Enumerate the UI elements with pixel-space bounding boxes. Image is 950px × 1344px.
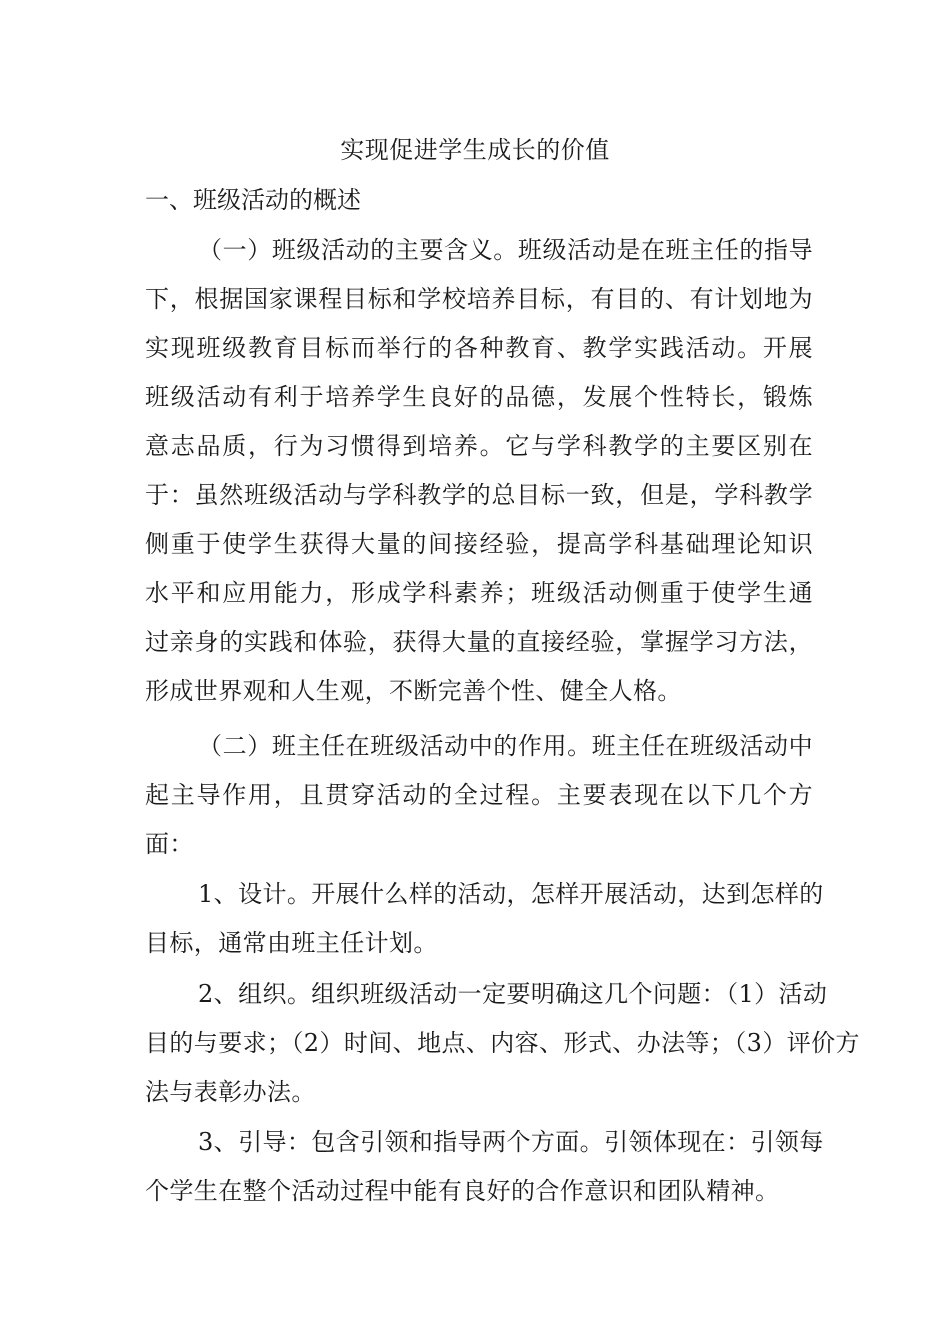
paragraph-line: 班级活动有利于培养学生良好的品德，发展个性特长，锻炼 [145,383,813,411]
paragraph-line: 法与表彰办法。 [145,1078,316,1106]
paragraph-line: 形成世界观和人生观，不断完善个性、健全人格。 [145,677,682,705]
paragraph-line: 起主导作用，且贯穿活动的全过程。主要表现在以下几个方 [145,781,813,809]
paragraph-line: 水平和应用能力，形成学科素养；班级活动侧重于使学生通 [145,579,813,607]
paragraph-line: 2、组织。组织班级活动一定要明确这几个问题：（1）活动 [198,980,828,1008]
paragraph-line: 个学生在整个活动过程中能有良好的合作意识和团队精神。 [145,1177,780,1205]
paragraph-line: 实现班级教育目标而举行的各种教育、教学实践活动。开展 [145,334,813,362]
paragraph-line: 面： [145,830,194,858]
paragraph-line: （二）班主任在班级活动中的作用。班主任在班级活动中 [198,732,813,760]
paragraph-line: 于：虽然班级活动与学科教学的总目标一致，但是，学科教学 [145,481,813,509]
paragraph-line: 目的与要求；（2）时间、地点、内容、形式、办法等；（3）评价方 [145,1029,860,1057]
paragraph-guide [145,1118,824,1216]
paragraph-line: 1、设计。开展什么样的活动，怎样开展活动，达到怎样的 [198,880,824,908]
paragraph-line: 目标，通常由班主任计划。 [145,929,438,957]
paragraph-line: （一）班级活动的主要含义。班级活动是在班主任的指导 [198,236,813,264]
section-heading: 一、班级活动的概述 [145,186,361,214]
document-title: 实现促进学生成长的价值 [340,136,610,164]
paragraph-line: 3、引导：包含引领和指导两个方面。引领体现在：引领每 [198,1128,824,1156]
paragraph-line: 下，根据国家课程目标和学校培养目标，有目的、有计划地为 [145,285,813,313]
paragraph-organize [145,970,860,1117]
paragraph-design [145,870,824,968]
paragraph-line: 过亲身的实践和体验，获得大量的直接经验，掌握学习方法， [145,628,813,656]
paragraph-line: 意志品质，行为习惯得到培养。它与学科教学的主要区别在 [145,432,813,460]
paragraph-teacher-role [145,722,813,869]
paragraph-main-meaning [145,226,813,716]
paragraph-line: 侧重于使学生获得大量的间接经验，提高学科基础理论知识 [145,530,813,558]
